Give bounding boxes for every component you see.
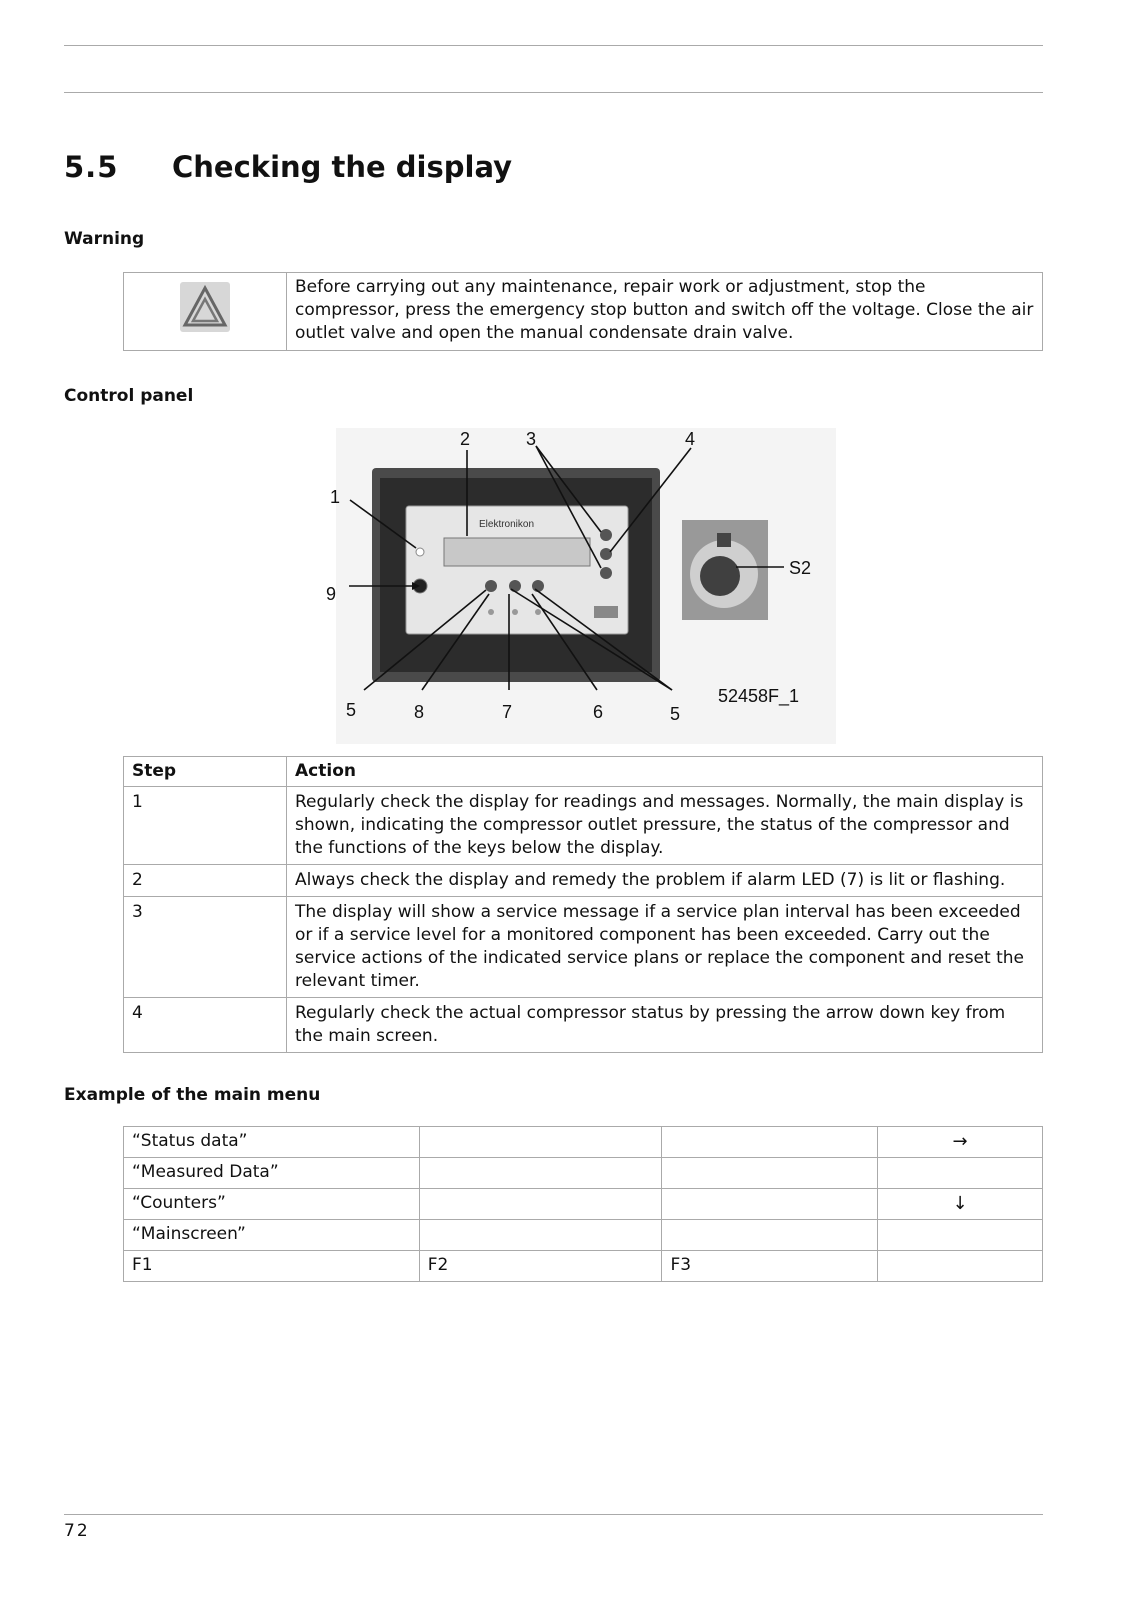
callout-label: 5 xyxy=(670,704,681,724)
emergency-stop-button[interactable] xyxy=(700,556,740,596)
function-key-label-f1: F1 xyxy=(124,1251,420,1282)
arrow-down-key[interactable] xyxy=(600,567,612,579)
warning-icon-cell xyxy=(124,273,287,351)
automatic-operation-led xyxy=(488,609,494,615)
step-action: The display will show a service message if a service plan interval has been exceeded or if a service level for a monitored component has been exceeded. Carry out the service actions of the indicated service plans or replace the component and reset the relevant timer. xyxy=(287,897,1043,998)
step-action: Regularly check the actual compressor status by pressing the arrow down key from the main screen. xyxy=(287,998,1043,1053)
menu-cell xyxy=(662,1189,878,1220)
callout-label: 2 xyxy=(460,429,471,449)
menu-item-counters: “Counters” xyxy=(124,1189,420,1220)
callout-label: 4 xyxy=(685,429,696,449)
menu-cell xyxy=(878,1158,1043,1189)
column-header-step: Step xyxy=(124,757,287,787)
table-header-row xyxy=(124,757,1043,787)
step-number: 1 xyxy=(124,787,287,865)
table-row xyxy=(124,787,1043,865)
callout-label: 3 xyxy=(526,429,537,449)
steps-table xyxy=(123,756,1043,1053)
menu-cell xyxy=(419,1189,662,1220)
function-key-label-f2: F2 xyxy=(419,1251,662,1282)
arrow-right-icon: → xyxy=(878,1127,1043,1158)
step-action: Regularly check the display for readings and messages. Normally, the main display is shown, indicating the compressor outlet pressure, the status of the compressor and the functions of the keys below the display. xyxy=(287,787,1043,865)
section-title: Checking the display xyxy=(172,150,513,184)
enter-key[interactable] xyxy=(600,548,612,560)
table-row xyxy=(124,865,1043,897)
callout-label: 8 xyxy=(414,702,425,722)
callout-label: 9 xyxy=(326,584,337,604)
control-panel-heading: Control panel xyxy=(64,386,194,406)
page-number: 72 xyxy=(64,1521,90,1541)
table-row xyxy=(124,1189,1043,1220)
table-row xyxy=(124,1220,1043,1251)
emergency-stop-label-icon xyxy=(717,533,731,547)
menu-item-mainscreen: “Mainscreen” xyxy=(124,1220,420,1251)
warning-triangle-icon xyxy=(180,282,230,332)
menu-item-measured-data: “Measured Data” xyxy=(124,1158,420,1189)
display-window xyxy=(444,538,590,566)
menu-cell xyxy=(878,1220,1043,1251)
warning-text: Before carrying out any maintenance, repair work or adjustment, stop the compressor, press the emergency stop button and switch off the voltage. Close the air outlet valve and open the manual condensate drain valve. xyxy=(287,273,1043,351)
menu-cell xyxy=(662,1127,878,1158)
callout-label: 5 xyxy=(346,700,357,720)
step-number: 2 xyxy=(124,865,287,897)
voltage-led xyxy=(416,548,424,556)
control-panel-figure xyxy=(326,428,836,744)
function-key-f3[interactable] xyxy=(532,580,544,592)
menu-item-status-data: “Status data” xyxy=(124,1127,420,1158)
alarm-led xyxy=(535,609,541,615)
menu-cell xyxy=(662,1158,878,1189)
step-action: Always check the display and remedy the problem if alarm LED (7) is lit or flashing. xyxy=(287,865,1043,897)
switch-label: S2 xyxy=(789,558,812,578)
table-row xyxy=(124,1127,1043,1158)
step-number: 3 xyxy=(124,897,287,998)
voltage-on-led xyxy=(512,609,518,615)
callout-label: 7 xyxy=(502,702,513,722)
menu-cell xyxy=(662,1220,878,1251)
menu-cell xyxy=(419,1220,662,1251)
main-menu-heading: Example of the main menu xyxy=(64,1085,321,1105)
arrow-down-icon: ↓ xyxy=(878,1189,1043,1220)
control-panel-illustration xyxy=(326,428,836,744)
warning-table xyxy=(123,272,1043,351)
menu-cell xyxy=(419,1158,662,1189)
warning-heading: Warning xyxy=(64,229,145,249)
header-rule-top xyxy=(64,45,1043,46)
menu-cell xyxy=(878,1251,1043,1282)
table-row xyxy=(124,897,1043,998)
callout-label: 6 xyxy=(593,702,604,722)
section-number: 5.5 xyxy=(64,150,119,184)
footer-rule xyxy=(64,1514,1043,1515)
table-row xyxy=(124,998,1043,1053)
function-key-f1[interactable] xyxy=(485,580,497,592)
brand-label: Elektronikon xyxy=(479,519,535,530)
arrow-up-key[interactable] xyxy=(600,529,612,541)
figure-code: 52458F_1 xyxy=(718,686,800,706)
function-key-f2[interactable] xyxy=(509,580,521,592)
menu-cell xyxy=(419,1127,662,1158)
function-key-label-f3: F3 xyxy=(662,1251,878,1282)
table-row xyxy=(124,1158,1043,1189)
main-menu-table xyxy=(123,1126,1043,1282)
callout-label: 1 xyxy=(330,487,341,507)
column-header-action: Action xyxy=(287,757,1043,787)
step-number: 4 xyxy=(124,998,287,1053)
table-row xyxy=(124,1251,1043,1282)
logo-mark xyxy=(594,606,618,618)
header-rule-bottom xyxy=(64,92,1043,93)
